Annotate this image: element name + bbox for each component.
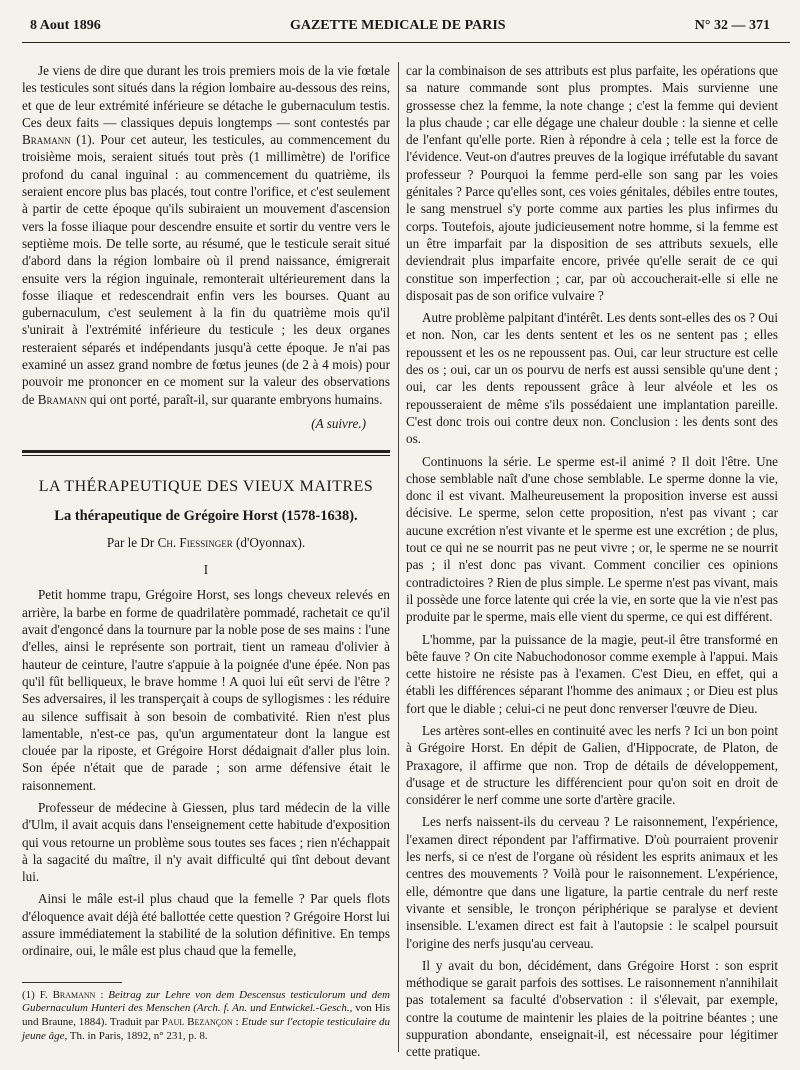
continuation-text-2: (1). Pour cet auteur, les testicules, au commencement du troisième mois, seraient situés tout près (1 millimètre) de l'orifice profond du canal inguinal : au commencement du quatrième, ils seraient encore plus bas placés, tout contre l'orifice, et c'est seulement à partir de cette époque qu'ils subiraient un mouvement d'ascension vers la fosse iliaque pour descendre ensuite et sortir du ventre vers le septième mois. De telle sorte, au résumé, que le testicule serait situé d'abord dans la région lombaire où il prend naissance, émigrerait ensuite vers la région inguinale, remonterait ultérieurement dans la fosse iliaque et redescendrait enfin vers les bourses. Quant au gubernaculum, c'est seulement à la fin du quatrième mois qu'il s'unirait à l'extrémité inférieure du testicule ; les deux organes resteraient séparés et indépendants jusqu'à cette époque. Je n'ai pas examiné un assez grand nombre de fœtus jeunes (de 2 à 4 mois) pour pouvoir me prononcer en ce moment sur la valeur des observations de <box>22 132 390 407</box>
continuation-text: Je viens de dire que durant les trois premiers mois de la vie fœtale les testicules sont situés dans la région lombaire au-dessous des reins, et que de leur extrémité inférieure se détache le gubernaculum testis. Ces deux faits — classiques depuis longtemps — sont contestés par <box>22 63 390 130</box>
right-column <box>406 62 778 1061</box>
article-paragraph: car la combinaison de ses attributs est plus parfaite, les opérations que sa nature commande sont plus promptes. Mais survienne une grossesse chez la femme, la note change ; c'est la femme qui devient la plus chaude ; car elle dégage une chaleur double : la sienne et celle de l'enfant qu'elle porte. Rien à répondre à cela ; telle est la force de l'évidence. Veut-on d'autres preuves de la logique irréfutable du savant professeur ? Pourquoi la femme perd-elle son sang par les voies génitales ? Parce qu'elles sont, ces voies génitales, débiles entre toutes, le sang menstruel s'y porte comme aux parties les plus infirmes du corps. Toutefois, ajoute judicieusement notre homme, si la femme est un être imparfait par la disposition de ses attributs sexuels, elle deviendrait plus imparfaite encore, privée qu'elle serait de ce qui constitue son imperfection ; car, par où accoucherait-elle si elle ne disposait pas de son orifice vulvaire ? <box>406 63 779 303</box>
footnote-author: Bramann <box>52 988 96 1001</box>
continuation-paragraph <box>22 62 390 408</box>
article-paragraph: Petit homme trapu, Grégoire Horst, ses longs cheveux relevés en arrière, la barbe en forme de quadrilatère pommadé, rachetait ce qu'il avait d'engoncé dans la tournure par la noble pose de ses mains : l'une d'elles, ainsi le représente son portrait, tient un rameau d'olivier à hauteur de ceinture, l'autre s'appuie à la poignée d'une épée. Non pas qu'il fût belliqueux, le brave homme ! A quoi lui eût servi de l'être ? Ses adversaires, il les transperçait à coups de syllogismes : les réduire au silence suffisait à son besoin de combativité. Rien n'est plus lamentable, n'est-ce pas, qu'un argumentateur dont la langue est clouée par la riposte, et Grégoire Horst dédaignait d'aller plus loin. Son épée n'était que de parade ; son arme défensive était le raisonnement. <box>22 587 390 793</box>
footnote-sep-2: : <box>232 1016 242 1029</box>
header-rule <box>22 42 790 43</box>
article-title: LA THÉRAPEUTIQUE DES VIEUX MAITRES <box>38 478 374 496</box>
footnote-title-2: Etude sur l'ectopie testiculaire du jeune âge <box>22 1016 391 1043</box>
article-paragraph: Professeur de médecine à Giessen, plus tard médecin de la ville d'Ulm, il avait acquis dans l'enseignement cette habitude d'exposition qui vous retourne un problème sous toutes ses faces ; rien n'échappait à la sagacité du maître, il n'y avait difficulté qui tînt debout devant lui. <box>22 799 390 885</box>
article-paragraph: Autre problème palpitant d'intérêt. Les dents sont-elles des os ? Oui et non. Non, car les dents sentent et les os ne sentent pas ; elles repoussent et les os ne repoussent pas. Oui, car leur structure est celle des os ; oui, car un os pourvu de nerfs est aussi sensible qu'une dent ; oui, car les dents repoussent grâce à leur alvéole et les os repousseraient de même s'ils possédaient une implantation pareille. C'est donc trois oui contre deux non. Conclusion : les dents sont des os. <box>406 310 778 447</box>
header-journal-title: GAZETTE MEDICALE DE PARIS <box>289 18 506 33</box>
author-name: Bramann <box>22 132 71 148</box>
article-paragraph: Continuons la série. Le sperme est-il animé ? Il doit l'être. Une chose semblable naît d'une chose semblable. Le sperme donne la vie, donc il est vivant. Malheureusement la proposition inverse est aussi décisive. Le sperme, selon cette proposition, n'est pas vivant ; car aucune excrétion n'est vivante et le sperme est une excrétion ; de plus, tout ce qui ne se nourrit pas ne peut vivre ; or, le sperme ne se nourrit pas ; il n'est donc pas vivant. Comment concilier ces opinions contradictoires ? Rien de plus simple. Le sperme n'est pas vivant, mais il possède une force latente qui crée la vie, en sorte que la vie n'est pas produite par le sperme, mais elle vient du sperme, ce qui est différent. <box>406 453 778 625</box>
article-paragraph: Les artères sont-elles en continuité avec les nerfs ? Ici un bon point à Grégoire Horst. En dépit de Galien, d'Hippocrate, de Platon, de Praxagore, il affirme que non. Trop de détails de développement, d'usage et de structure les différencient pour qu'on soit en droit de considérer le nerf comme une sorte d'artère gracile. <box>406 722 778 808</box>
page-header <box>30 14 770 38</box>
section-number: I <box>203 562 209 578</box>
left-column <box>22 62 390 1044</box>
byline-suffix: (d'Oyonnax). <box>232 534 306 550</box>
footnote-end: , Th. in Paris, 1892, n° 231, p. 8. <box>64 1030 208 1043</box>
header-page-number: N° 32 — 371 <box>694 18 770 33</box>
author-name-2: Bramann <box>37 391 87 407</box>
header-date: 8 Aout 1896 <box>30 18 101 33</box>
article-paragraph: Ainsi le mâle est-il plus chaud que la femelle ? Par quels flots d'éloquence avait déjà été ballottée cette question ? Grégoire Horst lui assure immédiatement la stabilité de la solution définitive. En temps ordinaire, oui, le mâle est plus chaud que la femelle, <box>22 891 390 959</box>
footnote <box>22 989 390 1044</box>
to-be-continued: (A suivre.) <box>311 415 366 431</box>
section-divider <box>22 450 390 456</box>
footnote-title: Beitrag zur Lehre von dem Descensus testiculorum und dem Gubernaculum Hunteri des Menschen (Arch. f. An. und Entwickel.-Gesch. <box>22 988 390 1015</box>
byline-author: Ch. Fiessinger <box>157 534 233 550</box>
footnote-translator: Paul Bezançon <box>161 1016 233 1029</box>
article-paragraph: Les nerfs naissent-ils du cerveau ? Le raisonnement, l'expérience, l'examen direct répondent par l'affirmative. D'où pourraient provenir les nerfs, si ce n'est de l'organe où résident les esprits animaux et les centres des mouvements ? Voilà pour le raisonnement. L'expérience, elle, démontre que dans une ligature, la partie centrale du nerf reste vivante et sensible, le tronçon périphérique se paralyse et devient insensible. L'examen direct est fait à l'autopsie : le scalpel poursuit l'origine des nerfs jusqu'au cerveau. <box>406 814 778 951</box>
continuation-text-3: qui ont porté, paraît-il, sur quarante embryons humains. <box>86 391 383 407</box>
byline-prefix: Par le Dr <box>106 534 158 550</box>
article-subtitle: La thérapeutique de Grégoire Horst (1578-1638). <box>54 507 358 524</box>
footnote-rule <box>22 982 122 983</box>
article-paragraph: L'homme, par la puissance de la magie, peut-il être transformé en bête fauve ? On cite Nabuchodonosor comme exemple à l'appui. Mais cette histoire ne résiste pas à l'examen. C'est Dieu, en effet, qui a établi les différences séparant l'homme des animaux ; or Dieu est plus fort que le diable ; celui-ci ne peut donc renverser l'œuvre de Dieu. <box>406 631 778 716</box>
footnote-marker: (1) F. <box>22 988 53 1001</box>
article-paragraph: Il y avait du bon, décidément, dans Grégoire Horst : son esprit méthodique se garait parfois des sottises. Le raisonnement n'annihilait pas totalement sa faculté d'observation : il s'élevait, par exemple, contre la coutume de maintenir les plaies de la poitrine béantes ; une suppuration abondante, enseignait-il, est nécessaire pour légitimer cette pratique. <box>406 957 778 1060</box>
footnote-mid: , von His und Braune, 1884). Traduit par <box>22 1002 391 1029</box>
column-divider <box>398 62 399 1052</box>
footnote-sep: : <box>95 988 109 1001</box>
article-byline <box>22 534 390 551</box>
